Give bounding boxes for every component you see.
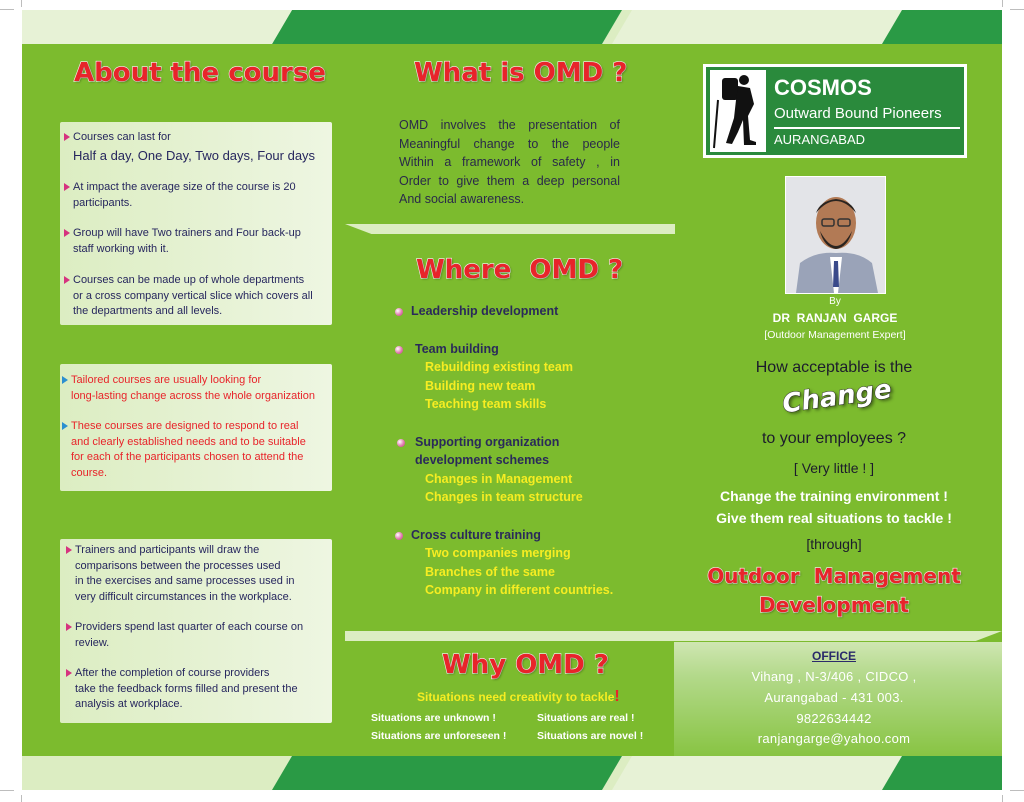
bullet-icon: [66, 546, 72, 554]
where-subitem: Changes in Management: [425, 472, 573, 486]
what-paragraph: [399, 116, 620, 209]
about-text: long-lasting change across the whole organization: [71, 389, 315, 402]
about-box-2: [60, 364, 332, 491]
logo-subtitle: Outward Bound Pioneers: [774, 105, 942, 122]
about-bullet: [75, 543, 295, 605]
profile-name: DR RANJAN GARGE: [772, 311, 898, 325]
logo-name: COSMOS: [774, 75, 872, 100]
office-phone: 9822634442: [796, 711, 872, 726]
about-text: Courses can last for: [73, 131, 171, 143]
about-text: These courses are designed to respond to real: [71, 420, 299, 432]
divider: [345, 224, 675, 234]
where-subitem: Teaching team skills: [425, 397, 547, 411]
where-subitem: Changes in team structure: [425, 490, 583, 504]
where-item: Leadership development: [411, 304, 559, 318]
bullet-icon: [66, 669, 72, 677]
why-point: Situations are real !: [537, 712, 635, 724]
bullet-icon: [64, 229, 70, 237]
crop-mark: [1010, 9, 1024, 10]
change-word: Change: [780, 374, 894, 420]
about-text: Providers spend last quarter of each course on: [75, 621, 304, 633]
profile-role: [Outdoor Management Expert]: [764, 329, 906, 341]
about-bullet: [73, 130, 315, 165]
crop-mark: [0, 9, 14, 10]
what-text: OMD involves the presentation of: [399, 118, 620, 132]
about-text: in the exercises and same processes used in: [75, 575, 295, 587]
where-subitem: Branches of the same: [425, 565, 555, 579]
where-title: Where OMD ?: [416, 255, 624, 285]
where-item: Cross culture training: [411, 528, 541, 542]
about-text: Courses can be made up of whole departments: [73, 274, 305, 286]
divider: [345, 631, 1002, 641]
change-line-2: Give them real situations to tackle !: [716, 510, 952, 526]
bullet-icon: [64, 276, 70, 284]
about-text: participants.: [73, 196, 133, 209]
about-bullet: [71, 419, 306, 481]
logo-city: AURANGABAD: [774, 132, 866, 147]
crop-mark: [21, 795, 22, 802]
about-bullet: [71, 373, 315, 404]
change-question-2: to your employees ?: [761, 430, 907, 447]
about-text: take the feedback forms filled and present the: [75, 682, 298, 695]
profile-photo: [785, 176, 886, 294]
crop-mark: [0, 790, 14, 791]
about-text: the departments and all levels.: [73, 305, 223, 317]
bullet-dot-icon: [397, 439, 405, 447]
about-bullet: [73, 226, 301, 257]
about-bullet: [75, 620, 303, 651]
about-box-3: [60, 539, 332, 723]
bullet-dot-icon: [395, 532, 403, 540]
about-box-1: [60, 122, 332, 325]
bullet-dot-icon: [395, 346, 403, 354]
about-text: course.: [71, 466, 108, 479]
change-answer: [ Very little ! ]: [793, 460, 875, 476]
change-through: [through]: [806, 536, 862, 552]
about-text: very difficult circumstances in the workplace.: [75, 590, 292, 603]
where-subitem: Company in different countries.: [425, 583, 614, 597]
about-text: comparisons between the processes used: [75, 559, 281, 572]
about-text: Trainers and participants will draw the: [75, 544, 260, 556]
about-text: staff working with it.: [73, 242, 169, 255]
crop-mark: [1002, 0, 1003, 7]
crop-mark: [1002, 795, 1003, 802]
logo-divider: [774, 127, 960, 129]
about-bullet: [73, 180, 296, 211]
bullet-icon: [64, 183, 70, 191]
about-text: At impact the average size of the course is 20: [73, 181, 296, 193]
bullet-icon: [62, 422, 68, 430]
bullet-dot-icon: [395, 308, 403, 316]
why-title: Why OMD ?: [442, 650, 609, 680]
why-point: Situations are unknown !: [371, 712, 496, 724]
why-point: Situations are unforeseen !: [371, 730, 507, 742]
office-email[interactable]: ranjangarge@yahoo.com: [757, 731, 911, 746]
crop-mark: [1010, 790, 1024, 791]
about-text: for each of the participants chosen to attend the: [71, 451, 304, 463]
about-text: Group will have Two trainers and Four back-up: [73, 227, 301, 239]
bottom-band: [22, 756, 1002, 790]
where-subitem: Building new team: [425, 379, 536, 393]
about-course-durations: Half a day, One Day, Two days, Four days: [73, 147, 316, 163]
about-title: About the course: [74, 58, 326, 88]
bullet-icon: [66, 623, 72, 631]
about-bullet: [73, 273, 313, 320]
office-address-1: Vihang , N-3/406 , CIDCO ,: [751, 669, 917, 684]
what-text: And social awareness.: [399, 192, 525, 206]
about-text: analysis at workplace.: [75, 698, 183, 710]
change-line-1: Change the training environment !: [720, 488, 948, 504]
what-text: Meaningful change to the people: [399, 136, 620, 151]
omd-title-1: Outdoor Management: [707, 564, 961, 588]
why-tagline-text: Situations need creativity to tackle: [417, 690, 615, 704]
about-text: After the completion of course providers: [75, 667, 270, 679]
why-point: Situations are novel !: [537, 730, 644, 742]
about-text: or a cross company vertical slice which covers all: [73, 289, 313, 302]
change-question-1: How acceptable is the: [755, 359, 913, 376]
profile-by: By: [829, 296, 841, 307]
where-item: development schemes: [415, 453, 550, 467]
where-subitem: Two companies merging: [425, 546, 571, 560]
about-text: review.: [75, 636, 110, 649]
about-bullet: [75, 666, 298, 713]
bullet-icon: [62, 376, 68, 384]
office-heading: OFFICE: [812, 649, 856, 663]
where-item: Supporting organization: [415, 435, 560, 449]
about-text: and clearly established needs and to be suitable: [71, 435, 306, 448]
brochure-sheet: [22, 10, 1002, 790]
why-tagline-mark: !: [614, 688, 620, 705]
what-text: Within a framework of safety , in: [399, 155, 620, 169]
bullet-icon: [64, 133, 70, 141]
what-text: Order to give them a deep personal: [399, 173, 620, 188]
omd-title-2: Development: [759, 593, 909, 617]
what-title: What is OMD ?: [414, 58, 628, 88]
where-subitem: Rebuilding existing team: [425, 360, 573, 374]
office-address-2: Aurangabad - 431 003.: [764, 690, 904, 705]
why-tagline: [417, 688, 620, 706]
where-item: Team building: [415, 342, 499, 356]
cosmos-logo: [703, 64, 967, 158]
crop-mark: [21, 0, 22, 7]
about-text: Tailored courses are usually looking for: [71, 374, 262, 386]
hiker-logo-icon: [710, 70, 766, 152]
top-band: [22, 10, 1002, 44]
